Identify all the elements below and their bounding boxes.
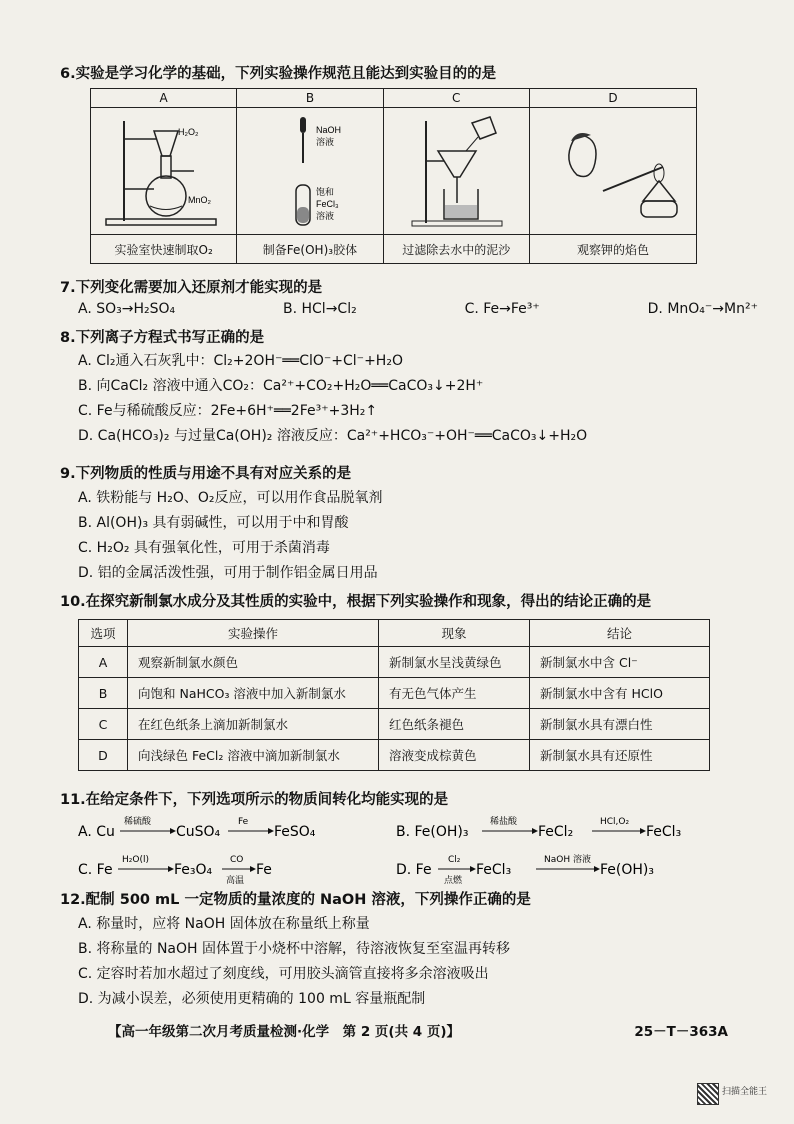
q10-cell: 在红色纸条上滴加新制氯水 <box>128 709 379 740</box>
q12-option-a: A. 称量时，应将 NaOH 固体放在称量纸上称量 <box>78 916 370 932</box>
label-saturated: 饱和 <box>315 187 334 197</box>
q6-header-b: B <box>237 89 383 108</box>
scanner-watermark: 扫描全能王 <box>722 1087 768 1097</box>
q10-header-operation: 实验操作 <box>128 620 379 647</box>
q6-apparatus-c <box>383 108 529 235</box>
q8-option-d: D. Ca(HCO₃)₂ 与过量Ca(OH)₂ 溶液反应：Ca²⁺+HCO₃⁻+OH⁻══CaCO₃↓+H₂O <box>78 428 588 444</box>
q7-option-a: A. SO₃→H₂SO₄ <box>78 301 176 317</box>
q6-caption-a: 实验室快速制取O₂ <box>91 235 237 264</box>
q6-header-c: C <box>383 89 529 108</box>
filter-funnel-icon <box>386 111 526 231</box>
q9-stem: 9.下列物质的性质与用途不具有对应关系的是 <box>60 466 352 482</box>
q6-caption-d: 观察钾的焰色 <box>529 235 696 264</box>
q9-option-d: D. 铝的金属活泼性强，可用于制作铝金属日用品 <box>78 565 378 581</box>
table-row <box>79 678 710 709</box>
q10-header-row <box>79 620 710 647</box>
q12-stem: 12.配制 500 mL 一定物质的量浓度的 NaOH 溶液，下列操作正确的是 <box>60 892 531 908</box>
q7-option-b: B. HCl→Cl₂ <box>283 301 357 317</box>
q6-header-a: A <box>91 89 237 108</box>
q11-d-start: D. Fe <box>396 862 432 878</box>
dropper-testtube-icon <box>240 111 380 231</box>
q11-b-mid: FeCl₂ <box>538 824 574 840</box>
q11-c-cond2: CO <box>230 855 244 865</box>
page-footer <box>108 1020 728 1040</box>
q8-stem: 8.下列离子方程式书写正确的是 <box>60 330 265 346</box>
table-row <box>79 740 710 771</box>
q11-a-mid: CuSO₄ <box>176 824 221 840</box>
q11-d-mid: FeCl₃ <box>476 862 512 878</box>
q10-cell: 新制氯水呈浅黄绿色 <box>379 647 530 678</box>
q10-cell: 向饱和 NaHCO₃ 溶液中加入新制氯水 <box>128 678 379 709</box>
q9-option-a: A. 铁粉能与 H₂O、O₂反应，可以用作食品脱氧剂 <box>78 490 383 506</box>
q11-b-cond2: HCl,O₂ <box>600 817 630 827</box>
q6-stem: 6.实验是学习化学的基础，下列实验操作规范且能达到实验目的的是 <box>60 66 497 82</box>
q11-c-end: Fe <box>256 862 272 878</box>
q11-stem: 11.在给定条件下，下列选项所示的物质间转化均能实现的是 <box>60 792 449 808</box>
q10-cell: 观察新制氯水颜色 <box>128 647 379 678</box>
footer-code: 25－T－363A <box>634 1024 728 1040</box>
q10-cell: 新制氯水中含 Cl⁻ <box>530 647 710 678</box>
q10-cell: C <box>79 709 128 740</box>
q6-table <box>90 88 697 264</box>
q11-a-end: FeSO₄ <box>274 824 316 840</box>
q11-d-end: Fe(OH)₃ <box>600 862 654 878</box>
q11-c-cond3: 高温 <box>226 876 245 886</box>
q6-caption-c: 过滤除去水中的泥沙 <box>383 235 529 264</box>
table-row <box>79 709 710 740</box>
label-naoh: NaOH <box>315 125 341 135</box>
q11-c-cond1: H₂O(l) <box>122 855 149 865</box>
q11-c-mid: Fe₃O₄ <box>174 862 213 878</box>
flask-apparatus-icon <box>94 111 234 231</box>
q11-d-cond1: Cl₂ <box>448 855 461 865</box>
q6-apparatus-d <box>529 108 696 235</box>
q10-header-conclusion: 结论 <box>530 620 710 647</box>
q10-cell: 红色纸条褪色 <box>379 709 530 740</box>
q7-option-c: C. Fe→Fe³⁺ <box>464 301 540 317</box>
q11-d-cond2: NaOH 溶液 <box>544 855 591 865</box>
label-naoh-solution: 溶液 <box>315 137 334 147</box>
q7-option-d: D. MnO₄⁻→Mn²⁺ <box>647 301 758 317</box>
q6-caption-b: 制备Fe(OH)₃胶体 <box>237 235 383 264</box>
q10-header-phenomenon: 现象 <box>379 620 530 647</box>
q10-cell: B <box>79 678 128 709</box>
q11-b-end: FeCl₃ <box>646 824 682 840</box>
q6-apparatus-b <box>237 108 383 235</box>
q6-apparatus-a <box>91 108 237 235</box>
qr-code-icon <box>697 1083 719 1105</box>
q8-option-b: B. 向CaCl₂ 溶液中通入CO₂：Ca²⁺+CO₂+H₂O══CaCO₃↓+2H⁺ <box>78 378 484 394</box>
q10-cell: 有无色气体产生 <box>379 678 530 709</box>
q10-cell: 新制氯水中含有 HClO <box>530 678 710 709</box>
q11-b-cond1: 稀盐酸 <box>490 817 518 827</box>
q10-cell: 向浅绿色 FeCl₂ 溶液中滴加新制氯水 <box>128 740 379 771</box>
q8-option-a: A. Cl₂通入石灰乳中：Cl₂+2OH⁻══ClO⁻+Cl⁻+H₂O <box>78 353 403 369</box>
q9-option-b: B. Al(OH)₃ 具有弱碱性，可以用于中和胃酸 <box>78 515 349 531</box>
flame-observation-icon <box>533 111 693 231</box>
q11-a-cond2: Fe <box>238 817 249 827</box>
q11-a-start: A. Cu <box>78 824 115 840</box>
label-h2o2: H₂O₂ <box>177 127 199 137</box>
table-row <box>79 647 710 678</box>
q11-c-start: C. Fe <box>78 862 113 878</box>
q7-options <box>78 301 758 317</box>
label-fecl3-solution: 溶液 <box>315 211 334 221</box>
q12-option-b: B. 将称量的 NaOH 固体置于小烧杯中溶解，待溶液恢复至室温再转移 <box>78 941 511 957</box>
q11-b-start: B. Fe(OH)₃ <box>396 824 469 840</box>
q9-option-c: C. H₂O₂ 具有强氧化性，可用于杀菌消毒 <box>78 540 330 556</box>
q12-option-c: C. 定容时若加水超过了刻度线，可用胶头滴管直接将多余溶液吸出 <box>78 966 489 982</box>
q6-header-d: D <box>529 89 696 108</box>
q11-a-cond1: 稀硫酸 <box>124 817 152 827</box>
q10-cell: 新制氯水具有还原性 <box>530 740 710 771</box>
q7-stem: 7.下列变化需要加入还原剂才能实现的是 <box>60 280 323 296</box>
q10-header-option: 选项 <box>79 620 128 647</box>
label-fecl3: FeCl₃ <box>315 199 339 209</box>
label-mno2: MnO₂ <box>187 195 211 205</box>
q10-cell: A <box>79 647 128 678</box>
q8-option-c: C. Fe与稀硫酸反应：2Fe+6H⁺══2Fe³⁺+3H₂↑ <box>78 403 378 419</box>
footer-title: 【高一年级第二次月考质量检测·化学 第 2 页(共 4 页)】 <box>108 1024 461 1040</box>
q10-cell: 溶液变成棕黄色 <box>379 740 530 771</box>
q10-cell: 新制氯水具有漂白性 <box>530 709 710 740</box>
q10-stem: 10.在探究新制氯水成分及其性质的实验中，根据下列实验操作和现象，得出的结论正确的是 <box>60 594 652 610</box>
q11-d-cond1b: 点燃 <box>444 876 463 886</box>
q11-conversions <box>78 812 768 894</box>
q10-table <box>78 619 710 771</box>
q10-cell: D <box>79 740 128 771</box>
q12-option-d: D. 为减小误差，必须使用更精确的 100 mL 容量瓶配制 <box>78 991 426 1007</box>
